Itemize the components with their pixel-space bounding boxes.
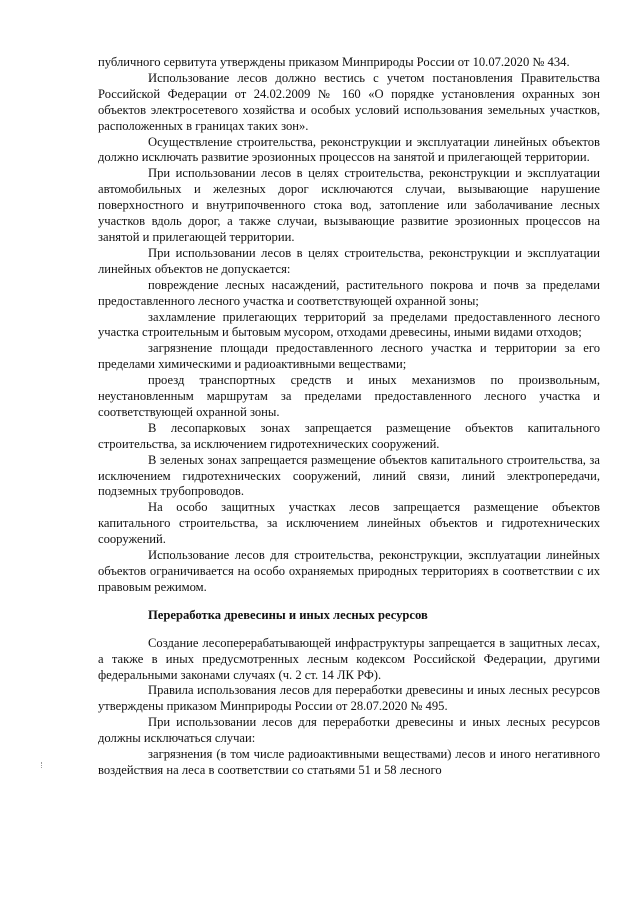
paragraph: При использовании лесов для переработки древесины и иных лесных ресурсов должны исключаться случаи: [98,715,600,746]
section-heading: Переработка древесины и иных лесных ресурсов [148,607,428,622]
list-item: проезд транспортных средств и иных механизмов по произвольным, неустановленным маршрутам за пределами предоставленного лесного участка и соответствующей охранной зоны. [98,373,600,419]
paragraph: На особо защитных участках лесов запрещается размещение объектов капитального строительства, за исключением линейных объектов и гидротехнических сооружений. [98,500,600,547]
paragraph: Использование лесов для строительства, реконструкции, эксплуатации линейных объектов ограничивается на особо охраняемых природных территориях в соответствии с их правовым режимом. [98,548,600,594]
list-item: загрязнение площади предоставленного лесного участка и территории за его пределами химическими и радиоактивными веществами; [98,341,600,372]
list-item: повреждение лесных насаждений, растительного покрова и почв за пределами предоставленного лесного участка и соответствующей охранной зоны; [98,277,600,308]
paragraph: Создание лесоперерабатывающей инфраструктуры запрещается в защитных лесах, а также в иных предусмотренных лесным кодексом Российской Федерации, другими федеральными законами случаях (ч. 2 ст. 14 ЛК РФ). [98,635,600,682]
paragraph: Осуществление строительства, реконструкции и эксплуатации линейных объектов должно исключать развитие эрозионных процессов на занятой и прилегающей территории. [98,134,600,165]
scan-artifact [41,762,45,768]
paragraph: Использование лесов должно вестись с учетом постановления Правительства Российской Федерации от 24.02.2009 № 160 «О порядке установления охранных зон объектов электросетевого хозяйства и особых условий использования земельных участков, расположенных в границах таких зон». [98,70,600,133]
paragraph: Правила использования лесов для переработки древесины и иных лесных ресурсов утверждены приказом Минприроды России от 28.07.2020 № 495. [98,683,600,714]
list-item: захламление прилегающих территорий за пределами предоставленного лесного участка строительным и бытовым мусором, отходами древесины, иными видами отходов; [98,309,600,340]
paragraph: В зеленых зонах запрещается размещение объектов капитального строительства, за исключением гидротехнических сооружений, линий связи, линий электропередачи, подземных трубопроводов. [98,452,600,499]
paragraph: При использовании лесов в целях строительства, реконструкции и эксплуатации линейных объектов не допускается: [98,245,600,276]
paragraph: При использовании лесов в целях строительства, реконструкции и эксплуатации автомобильных и железных дорог исключаются случаи, вызывающие нарушение поверхностного и внутрипочвенного стока вод, затопление или заболачивание лесных участков вдоль дорог, а также случаи, вызывающие развитие эрозионных процессов на занятой и прилегающей территории. [98,166,600,244]
paragraph: публичного сервитута утверждены приказом Минприроды России от 10.07.2020 № 434. [98,55,570,69]
paragraph: В лесопарковых зонах запрещается размещение объектов капитального строительства, за исключением гидротехнических сооружений. [98,420,600,451]
list-item: загрязнения (в том числе радиоактивными веществами) лесов и иного негативного воздействия на леса в соответствии со статьями 51 и 58 лесного [98,747,600,777]
